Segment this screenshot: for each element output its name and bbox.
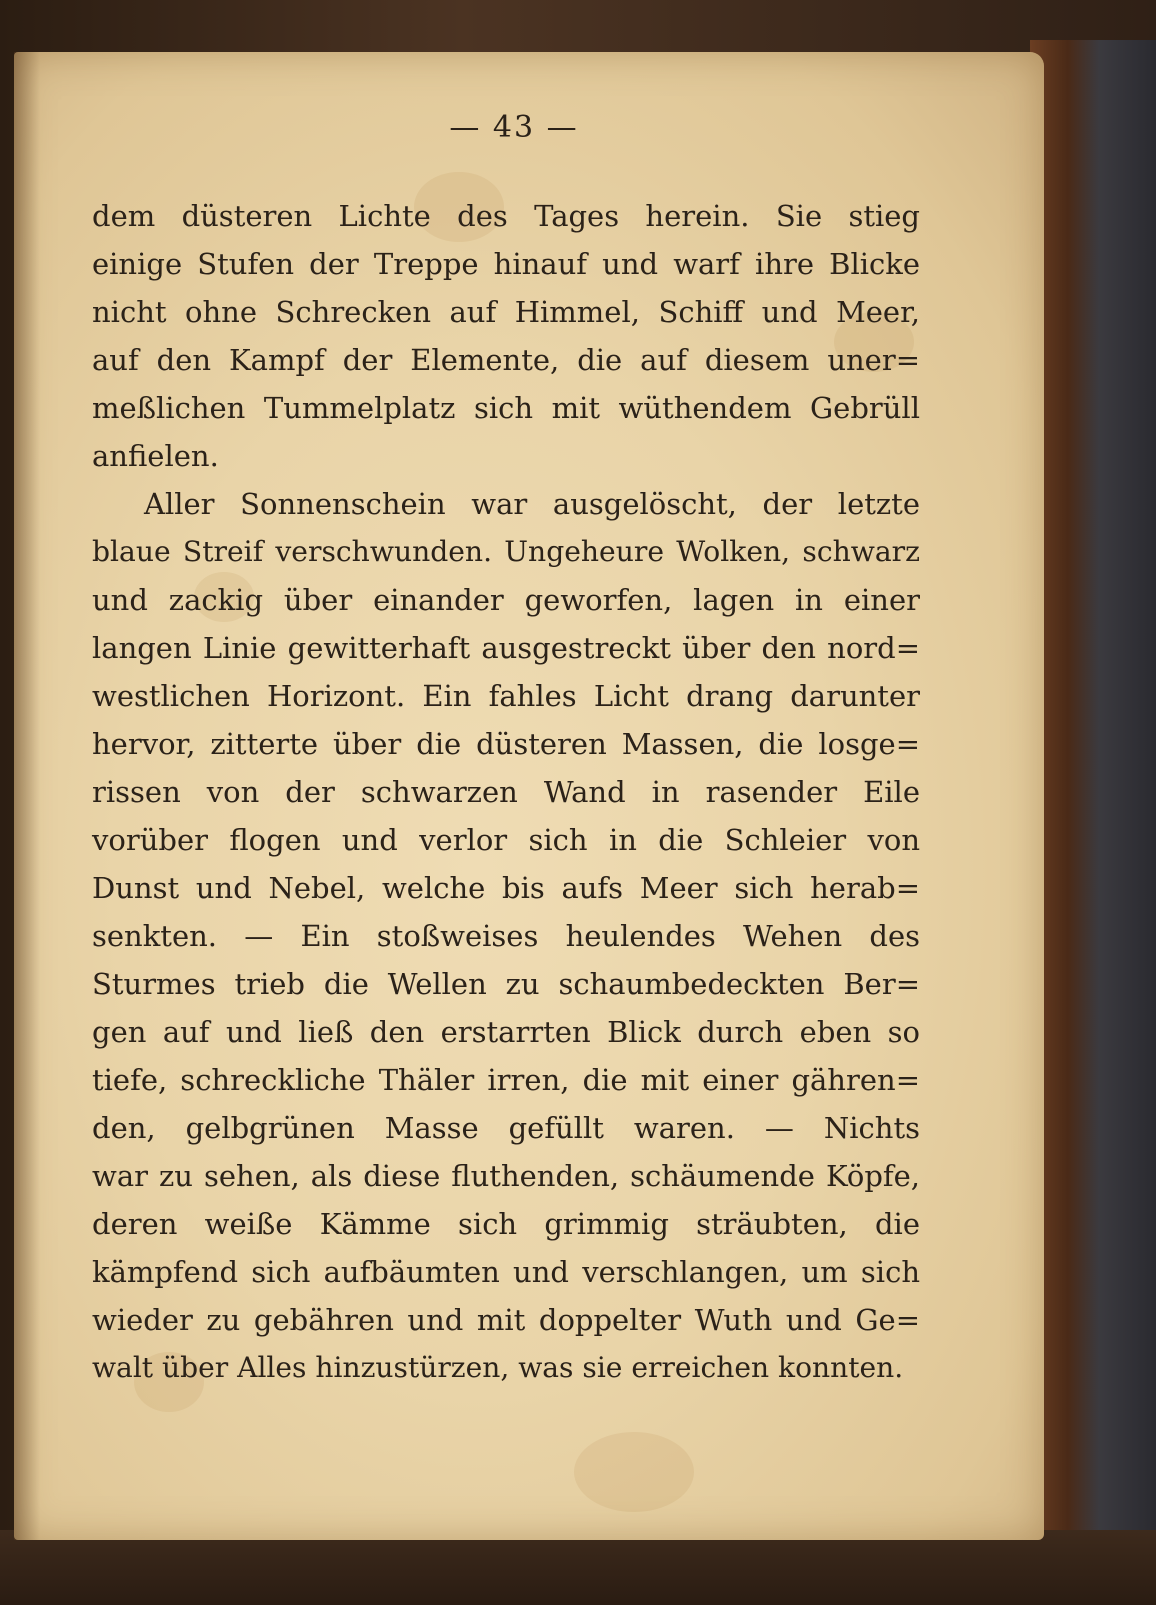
text-line: Aller Sonnenschein war ausgelöscht, der letzte bbox=[144, 487, 920, 521]
text-line: senkten. — Ein stoßweises heulendes Wehen des bbox=[92, 919, 920, 953]
text-line: und zackig über einander geworfen, lagen in einer bbox=[92, 583, 920, 617]
text-line: nicht ohne Schrecken auf Himmel, Schiff und Meer, bbox=[92, 295, 920, 329]
text-line: war zu sehen, als diese fluthenden, schäumende Köpfe, bbox=[92, 1159, 920, 1193]
body-text bbox=[92, 192, 920, 1392]
text-line: walt über Alles hinzustürzen, was sie erreichen konnten. bbox=[92, 1351, 904, 1384]
text-line: Sturmes trieb die Wellen zu schaumbedeckten Ber= bbox=[92, 967, 920, 1001]
text-line: langen Linie gewitterhaft ausgestreckt über den nord= bbox=[92, 631, 920, 665]
book-cover-edge bbox=[1030, 40, 1156, 1580]
text-line: deren weiße Kämme sich grimmig sträubten, die bbox=[92, 1207, 920, 1241]
text-line: rissen von der schwarzen Wand in rasender Eile bbox=[92, 775, 920, 809]
text-line: westlichen Horizont. Ein fahles Licht drang darunter bbox=[92, 679, 920, 713]
text-line: kämpfend sich aufbäumten und verschlangen, um sich bbox=[92, 1255, 920, 1289]
text-line: vorüber flogen und verlor sich in die Schleier von bbox=[92, 823, 920, 857]
text-line: gen auf und ließ den erstarrten Blick durch eben so bbox=[92, 1015, 920, 1049]
text-line: hervor, zitterte über die düsteren Massen, die losge= bbox=[92, 727, 920, 761]
text-line: dem düsteren Lichte des Tages herein. Sie stieg bbox=[92, 199, 920, 233]
text-line: Dunst und Nebel, welche bis aufs Meer sich herab= bbox=[92, 871, 920, 905]
text-line: tiefe, schreckliche Thäler irren, die mit einer gähren= bbox=[92, 1063, 920, 1097]
text-line: den, gelbgrünen Masse gefüllt waren. — Nichts bbox=[92, 1111, 920, 1145]
text-line: meßlichen Tummelplatz sich mit wüthendem Gebrüll bbox=[92, 391, 920, 425]
text-line: anfielen. bbox=[92, 439, 219, 473]
text-line: einige Stufen der Treppe hinauf und warf ihre Blicke bbox=[92, 247, 920, 281]
page-number: — 43 — bbox=[449, 110, 579, 145]
text-line: blaue Streif verschwunden. Ungeheure Wolken, schwarz bbox=[92, 535, 920, 568]
paper-stain bbox=[574, 1432, 694, 1512]
text-line: wieder zu gebähren und mit doppelter Wuth und Ge= bbox=[92, 1303, 920, 1337]
book-cover-bottom bbox=[0, 1530, 1156, 1605]
book-page bbox=[14, 52, 1044, 1540]
text-line: auf den Kampf der Elemente, die auf diesem uner= bbox=[92, 343, 920, 377]
